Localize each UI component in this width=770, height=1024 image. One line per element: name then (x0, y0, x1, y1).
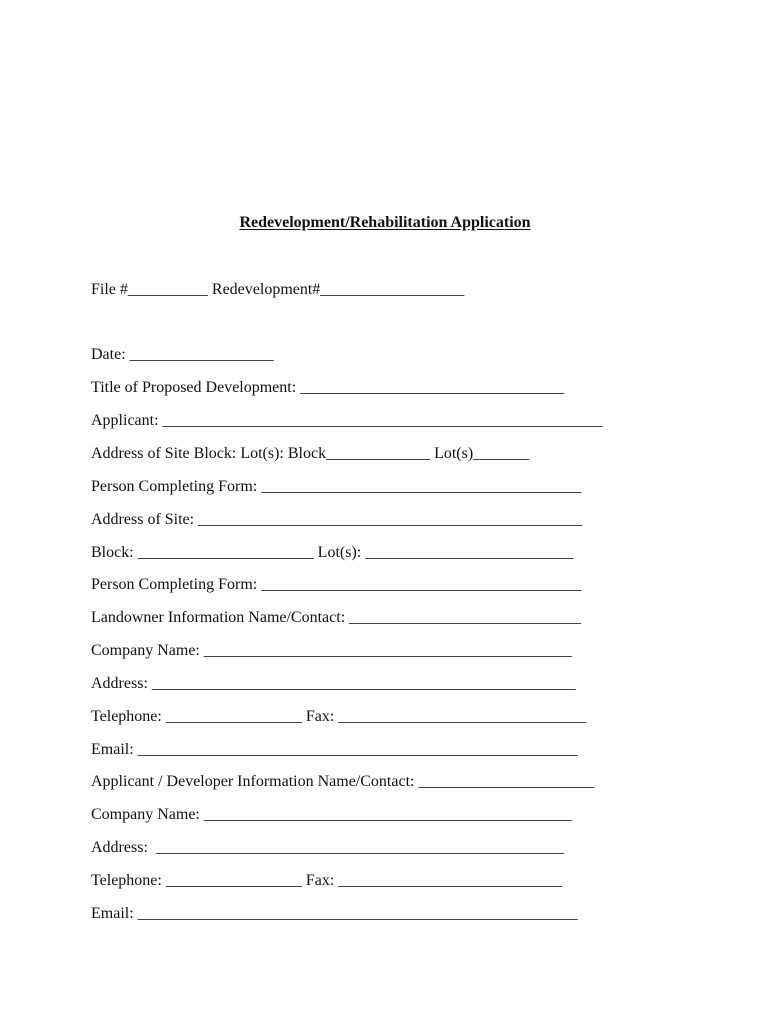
date-line: Date: __________________ (91, 346, 274, 363)
applicant-line: Applicant: _______________________________________________________ (91, 412, 603, 429)
landowner-company-name-line: Company Name: ______________________________________________ (91, 642, 572, 659)
title-of-proposed-development-line: Title of Proposed Development: _________________________________ (91, 379, 565, 396)
block-lot-line: Block: ______________________ Lot(s): __________________________ (91, 544, 574, 561)
developer-company-name-line: Company Name: ______________________________________________ (91, 806, 572, 823)
landowner-telephone-fax-line: Telephone: _________________ Fax: _______________________________ (91, 708, 587, 725)
developer-address-line: Address: ___________________________________________________ (91, 839, 564, 856)
landowner-information-line: Landowner Information Name/Contact: _____________________________ (91, 609, 582, 626)
file-number-line: File #__________ Redevelopment#__________________ (91, 281, 465, 298)
person-completing-form-line: Person Completing Form: ________________________________________ (91, 478, 582, 495)
form-title: Redevelopment/Rehabilitation Application (239, 214, 531, 231)
landowner-email-line: Email: _______________________________________________________ (91, 741, 578, 758)
landowner-address-line: Address: _____________________________________________________ (91, 675, 576, 692)
address-of-site-block-lot-line: Address of Site Block: Lot(s): Block_____________ Lot(s)_______ (91, 445, 530, 462)
developer-email-line: Email: _______________________________________________________ (91, 905, 578, 922)
address-of-site-line: Address of Site: ________________________________________________ (91, 511, 583, 528)
developer-telephone-fax-line: Telephone: _________________ Fax: ____________________________ (91, 872, 563, 889)
developer-information-line: Applicant / Developer Information Name/Contact: ______________________ (91, 773, 595, 790)
person-completing-form-line-2: Person Completing Form: ________________________________________ (91, 576, 582, 593)
